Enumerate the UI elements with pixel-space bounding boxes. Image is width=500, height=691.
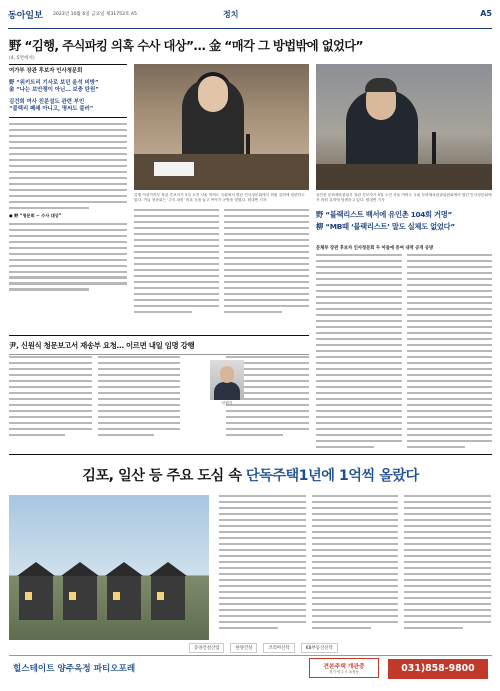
ad-headline [9,465,492,485]
ad-model-house-title: 견본주택 개관중 [323,664,365,670]
page-number: A5 [480,9,492,18]
subheading-hearing: 여가부 장관 후보자 인사청문회 [9,68,83,74]
nominee-shin-portrait [210,360,244,400]
ad-headline-part1: 김포, 일산 등 주요 도심 속 [82,468,246,484]
main-headline[interactable]: 野 “김행, 주식파킹 의혹 수사 대상”… 金 “매각 그 방법밖에 없었다” [9,39,364,53]
subheading-denial: 김건희 여사 친분설도 관련 부인 [9,98,85,105]
photo-caption-yu: 유인촌 문화체육관광부 장관 후보자가 5일 오전 서울 여의도 국회 문화체육관광위원회에서 열린 인사청문회에서 의원 질의에 답변하고 있다. 원대연 기자 [316,193,492,203]
right-subheading: 문체부 장관 후보자 인사청문회 두 아들에 증여 내역 공개 공방 [316,246,434,251]
subheading-blacklist: “블랙리 폐쇄 아니고, 명씨도 불러” [9,106,94,113]
article-body-text [134,209,219,317]
ad-brand-name[interactable]: 힐스테이트 양주옥정 파티오포레 [13,664,136,674]
right-column [316,245,492,451]
ad-footer [9,655,492,681]
sponsor-logo: 한양건설 [230,643,257,653]
portrait-name: 신원식 [221,401,233,405]
nominee-yu-photo [316,64,492,190]
ad-model-house-box [309,658,379,678]
subheading-response: 金 “나는 보안쟁이 아닌… 보충 탄원” [9,87,99,94]
subheading-opposition: 野 “위키트리 기사로 보던 윤석 비방” [9,79,99,86]
newspaper-logo: 동아일보 [8,11,43,21]
sponsor-logo: 코리아신탁 [263,643,294,653]
advertisement[interactable] [9,454,492,684]
headline-byline: (4, 5면에서) [9,56,35,61]
article-body-text [224,209,309,317]
article-body-text [9,356,92,440]
photo-caption-kim: 김행 여성가족부 장관 후보자가 5일 오전 서울 여의도 국회에서 열린 인사청문회에서 의원 질의에 답변하고 있다. 이날 청문회는 '주식 파킹' 의혹 등을 놓고 여야가 공방을 벌였다. 원대연 기자 [134,193,305,203]
ad-headline-part2: 단독주택1년에 1억씩 올랐다 [245,468,419,484]
second-headline[interactable] [316,210,492,232]
second-headline-line1: 野 “블랙리스트 백서에 유인촌 104회 거명” [316,210,453,219]
ad-model-house-location: 경기 양주시 옥정동 [328,670,360,674]
subheading-box [9,64,127,118]
second-headline-line2: 柳 “MB때 ‘블랙리스트’ 말도 실체도 없었다” [316,222,455,231]
third-headline-block [9,335,309,355]
ad-sponsor-logos [189,643,489,653]
left-column [9,64,127,294]
article-body-text [98,356,181,440]
ad-housing-photo [9,495,209,640]
issue-date: 2023년 10월 6일 금요일 제31753호 A5 [53,12,137,17]
third-headline[interactable]: 尹, 신원식 청문보고서 재송부 요청… 이르면 내일 임명 강행 [9,341,195,350]
section-label: 정치 [223,10,239,19]
article-body-text [316,254,402,451]
ad-phone-number[interactable]: 031)858-9800 [388,659,488,679]
middle-column [134,209,309,317]
article-body-text [9,123,127,291]
nominee-kim-photo [134,64,309,190]
sponsor-logo: KB부동산신탁 [301,643,338,653]
article-body-text [407,254,493,451]
sponsor-logo: 동양건설산업 [189,643,224,653]
masthead [8,7,492,29]
headline-divider [9,354,309,355]
small-article [9,356,309,440]
ad-body-text [219,495,491,633]
inline-subhead: ● 野 “청문회 ~ 수사 대상” [9,212,62,218]
